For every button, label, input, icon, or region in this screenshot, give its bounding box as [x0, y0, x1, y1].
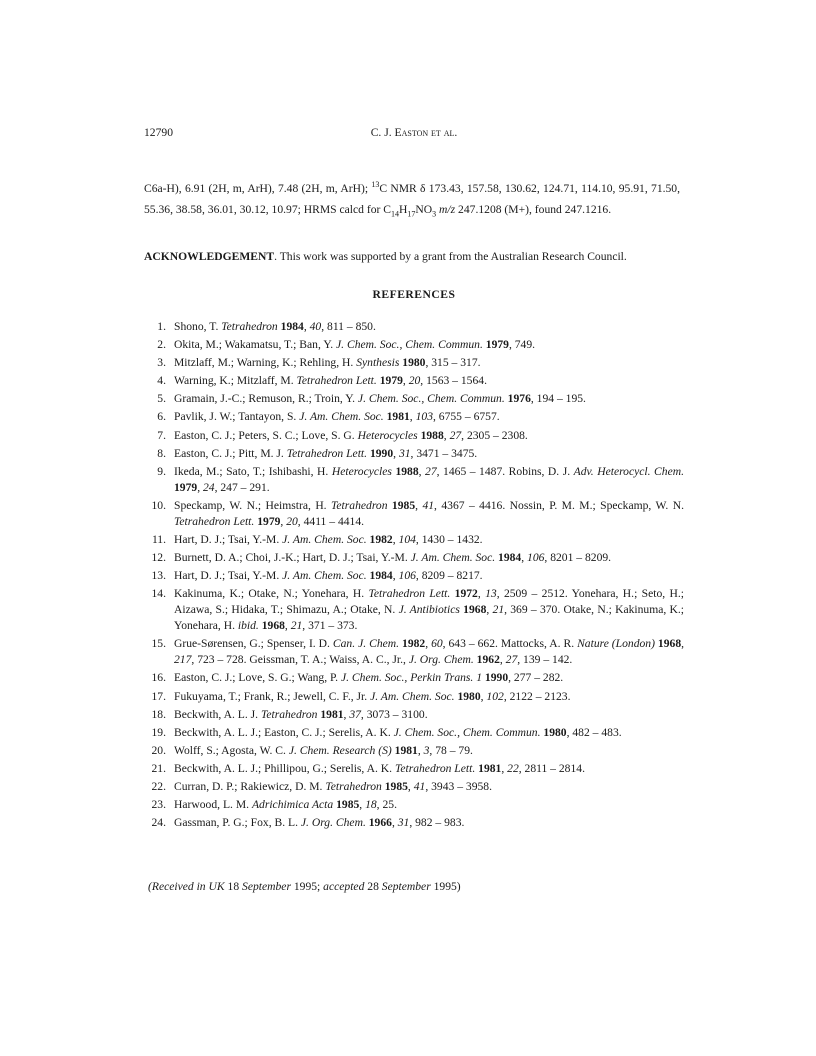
- reference-item: [144, 636, 684, 668]
- reference-year: 1990: [484, 671, 509, 685]
- reference-text: [174, 636, 684, 668]
- reference-year: 1979: [174, 480, 198, 494]
- reference-part: Hart, D. J.; Tsai, Y.-M.: [174, 569, 283, 583]
- reference-year: 1985: [384, 779, 408, 793]
- reference-italic: J. Am. Chem. Soc.: [299, 410, 384, 424]
- reference-number: 8.: [157, 446, 166, 460]
- reference-italic: 31: [397, 816, 410, 830]
- acknowledgement-text: This work was supported by a grant from the Australian Research Council.: [279, 250, 627, 263]
- reference-year: 1968: [261, 619, 285, 633]
- reference-part: , 315 – 317.: [425, 356, 481, 370]
- reference-item: [144, 428, 684, 444]
- reference-year: 1988: [395, 464, 419, 478]
- reference-item: [144, 689, 684, 705]
- reference-italic: J. Chem. Soc., Chem. Commun.: [336, 338, 483, 352]
- references-list: [144, 319, 684, 833]
- reference-italic: 22: [507, 761, 519, 775]
- reference-italic: J. Am. Chem. Soc.: [282, 532, 367, 546]
- reference-text: [174, 725, 684, 741]
- reference-number: 18.: [151, 707, 166, 721]
- reference-year: 1988: [420, 428, 444, 442]
- reference-italic: 31: [398, 446, 411, 460]
- reference-part: Easton, C. J.; Peters, S. C.; Love, S. G.: [174, 428, 358, 442]
- reference-text: [174, 670, 684, 686]
- reference-italic: J. Antibiotics: [398, 603, 460, 617]
- reference-italic: 106: [527, 551, 545, 565]
- acknowledgement-heading: ACKNOWLEDGEMENT: [144, 250, 275, 263]
- reference-item: [144, 391, 684, 407]
- reference-part: ,: [499, 653, 506, 667]
- accepted-label: accepted: [323, 880, 365, 893]
- reference-year: 1981: [320, 707, 344, 721]
- reference-part: ,: [393, 446, 399, 460]
- reference-italic: Tetrahedron: [325, 779, 382, 793]
- reference-italic: Tetrahedron Lett.: [296, 374, 377, 388]
- received-note: [148, 880, 461, 893]
- reference-part: , 1563 – 1564.: [420, 374, 487, 388]
- page-header: [144, 126, 684, 142]
- reference-part: Beckwith, A. L. J.; Phillipou, G.; Serelis, A. K.: [174, 761, 395, 775]
- reference-year: 1980: [543, 725, 567, 739]
- spectra-part: C6a-H), 6.91 (2H, m, ArH), 7.48 (2H, m, ArH);: [144, 182, 372, 195]
- reference-item: [144, 464, 684, 496]
- reference-item: [144, 815, 684, 831]
- reference-part: , 811 – 850.: [321, 320, 376, 333]
- reference-part: , 723 – 728. Geissman, T. A.; Waiss, A. C., Jr.,: [191, 653, 409, 667]
- reference-number: 20.: [151, 743, 166, 757]
- reference-number: 7.: [157, 428, 166, 442]
- reference-part: , 2509 – 2512. Yonehara, H.; Seto, H.; Aizawa, S.; Hidaka, T.; Shimazu, A.; Otake, N.: [174, 587, 685, 617]
- reference-part: , 749.: [508, 338, 536, 352]
- reference-year: 1984: [498, 551, 522, 565]
- reference-year: 1984: [280, 320, 304, 333]
- reference-text: [174, 319, 684, 335]
- reference-italic: Tetrahedron Lett.: [174, 514, 255, 528]
- reference-italic: 41: [422, 498, 435, 512]
- reference-italic: 106: [398, 569, 416, 583]
- reference-item: [144, 743, 684, 759]
- reference-part: Grue-Sørensen, G.; Spenser, I. D.: [174, 637, 333, 651]
- reference-part: Wolff, S.; Agosta, W. C.: [174, 743, 289, 757]
- reference-part: ,: [391, 816, 398, 830]
- reference-part: Pavlik, J. W.; Tantayon, S.: [174, 410, 300, 424]
- references-heading: REFERENCES: [372, 288, 456, 301]
- reference-item: [144, 586, 684, 634]
- reference-part: ,: [501, 761, 508, 775]
- reference-italic: J. Chem. Soc., Chem. Commun.: [357, 392, 505, 406]
- reference-text: [174, 743, 684, 759]
- reference-italic: 27: [425, 464, 437, 478]
- reference-part: , 1465 – 1487. Robins, D. J.: [436, 464, 574, 478]
- reference-part: , 277 – 282.: [508, 671, 564, 685]
- reference-year: 1968: [657, 637, 682, 651]
- reference-part: ,: [197, 480, 203, 494]
- reference-italic: J. Chem. Soc., Chem. Commun.: [393, 725, 541, 739]
- reference-part: ,: [417, 743, 424, 757]
- reference-item: [144, 373, 684, 389]
- received-month: September: [242, 880, 291, 893]
- reference-part: Easton, C. J.; Love, S. G.; Wang, P.: [174, 671, 341, 685]
- spectra-paragraph: [144, 179, 680, 221]
- reference-year: 1968: [463, 603, 487, 617]
- reference-part: , 371 – 373.: [302, 619, 358, 633]
- reference-text: [174, 779, 684, 795]
- reference-text: [174, 373, 684, 389]
- reference-italic: Can. J. Chem.: [332, 637, 400, 651]
- reference-item: [144, 532, 684, 548]
- reference-number: 4.: [157, 374, 166, 388]
- reference-number: 22.: [151, 779, 166, 793]
- reference-year: 1981: [386, 410, 410, 424]
- reference-part: ,: [343, 707, 350, 721]
- reference-part: Burnett, D. A.; Choi, J.-K.; Hart, D. J.; Tsai, Y.-M.: [174, 551, 411, 565]
- reference-italic: J. Org. Chem.: [300, 816, 366, 830]
- reference-part: Kakinuma, K.; Otake, N.; Yonehara, H.: [174, 587, 369, 601]
- reference-part: , 2305 – 2308.: [461, 428, 528, 442]
- reference-part: , 6755 – 6757.: [432, 410, 500, 424]
- reference-part: ,: [477, 587, 486, 601]
- reference-number: 13.: [151, 569, 166, 583]
- reference-part: Mitzlaff, M.; Warning, K.; Rehling, H.: [174, 356, 357, 370]
- mz-label: m/z: [439, 202, 456, 216]
- reference-part: , 4367 – 4416. Nossin, P. M. M.; Speckamp, W. N.: [434, 498, 685, 512]
- running-head: [144, 126, 684, 139]
- reference-italic: 20: [286, 514, 298, 528]
- reference-italic: Tetrahedron Lett.: [394, 761, 476, 775]
- reference-part: ,: [415, 498, 423, 512]
- reference-part: ,: [407, 779, 414, 793]
- reference-text: [174, 355, 684, 371]
- reference-text: [174, 409, 684, 425]
- reference-item: [144, 337, 684, 353]
- reference-italic: Heterocycles: [357, 428, 418, 442]
- reference-year: 1979: [257, 514, 281, 528]
- reference-item: [144, 409, 684, 425]
- spectra-part: 247.1208 (M+), found 247.1216.: [455, 202, 612, 216]
- reference-italic: 102: [486, 689, 504, 703]
- reference-italic: 40: [309, 320, 322, 333]
- reference-part: , 139 – 142.: [517, 653, 573, 667]
- reference-number: 16.: [151, 671, 166, 685]
- reference-part: , 982 – 983.: [409, 816, 465, 830]
- reference-part: Warning, K.; Mitzlaff, M.: [174, 374, 297, 388]
- reference-part: , 369 – 370. Otake, N.; Kakinuma, K.; Yonehara, H.: [174, 603, 685, 633]
- reference-part: ,: [392, 532, 399, 546]
- reference-year: 1976: [507, 392, 531, 406]
- reference-text: [174, 498, 684, 530]
- reference-item: [144, 779, 684, 795]
- reference-italic: Synthesis: [356, 356, 400, 370]
- reference-year: 1979: [485, 338, 509, 352]
- reference-item: [144, 355, 684, 371]
- received-label: (Received in UK: [148, 880, 225, 893]
- accepted-month: September: [381, 880, 431, 893]
- reference-italic: Tetrahedron: [331, 498, 388, 512]
- reference-part: , 2811 – 2814.: [518, 761, 585, 775]
- reference-part: , 247 – 291.: [214, 480, 270, 494]
- reference-part: , 3471 – 3475.: [410, 446, 478, 460]
- reference-text: [174, 761, 684, 777]
- reference-text: [174, 391, 684, 407]
- reference-part: ,: [443, 428, 450, 442]
- reference-part: , 25.: [376, 798, 397, 812]
- reference-part: ,: [480, 689, 487, 703]
- reference-year: 1981: [394, 743, 418, 757]
- reference-part: Speckamp, W. N.; Heimstra, H.: [174, 498, 332, 512]
- reference-number: 12.: [151, 551, 166, 565]
- reference-text: [174, 532, 684, 548]
- reference-text: [174, 550, 684, 566]
- reference-part: ,: [392, 569, 399, 583]
- reference-italic: 41: [413, 779, 426, 793]
- reference-year: 1980: [402, 356, 426, 370]
- reference-italic: 18: [365, 798, 377, 812]
- reference-year: 1962: [476, 653, 500, 667]
- reference-year: 1982: [369, 532, 393, 546]
- reference-italic: 27: [449, 428, 462, 442]
- reference-italic: 60: [431, 637, 443, 651]
- reference-italic: 3: [423, 743, 430, 757]
- reference-part: Gramain, J.-C.; Remuson, R.; Troin, Y.: [174, 392, 358, 406]
- reference-number: 10.: [151, 498, 166, 512]
- reference-italic: 27: [505, 653, 518, 667]
- reference-item: [144, 568, 684, 584]
- reference-item: [144, 446, 684, 462]
- reference-italic: 21: [290, 619, 303, 633]
- reference-number: 5.: [157, 392, 166, 406]
- reference-part: ,: [425, 637, 432, 651]
- reference-italic: Adv. Heterocycl. Chem.: [573, 464, 684, 478]
- reference-text: [174, 446, 684, 462]
- reference-text: [174, 568, 684, 584]
- reference-part: , 3073 – 3100.: [360, 707, 428, 721]
- reference-italic: Tetrahedron Lett.: [286, 446, 368, 460]
- reference-part: Okita, M.; Wakamatsu, T.; Ban, Y.: [174, 338, 337, 352]
- reference-italic: Tetrahedron Lett.: [368, 587, 451, 601]
- reference-part: , 482 – 483.: [566, 725, 622, 739]
- reference-part: , 8201 – 8209.: [544, 551, 612, 565]
- reference-italic: J. Am. Chem. Soc.: [370, 689, 455, 703]
- reference-italic: Nature (London): [577, 637, 655, 651]
- subscript: 14: [391, 209, 400, 219]
- reference-part: Gassman, P. G.; Fox, B. L.: [174, 816, 301, 830]
- reference-italic: 24: [202, 480, 215, 494]
- reference-part: ,: [359, 798, 366, 812]
- reference-italic: Heterocycles: [331, 464, 392, 478]
- reference-part: Harwood, L. M.: [174, 798, 252, 812]
- reference-part: , 4411 – 4414.: [297, 514, 365, 528]
- reference-year: 1982: [402, 637, 426, 651]
- reference-italic: Adrichimica Acta: [251, 798, 334, 812]
- reference-year: 1979: [379, 374, 403, 388]
- reference-italic: J. Org. Chem.: [408, 653, 474, 667]
- reference-part: ,: [681, 637, 685, 651]
- spectra-text: [144, 179, 680, 221]
- reference-part: Beckwith, A. L. J.: [174, 707, 261, 721]
- reference-italic: 217: [174, 653, 192, 667]
- reference-year: 1984: [369, 569, 393, 583]
- reference-italic: ibid.: [237, 619, 259, 633]
- reference-year: 1980: [457, 689, 481, 703]
- reference-part: ,: [409, 410, 416, 424]
- reference-item: [144, 319, 684, 335]
- reference-part: Shono, T.: [174, 320, 222, 333]
- reference-italic: 13: [485, 587, 497, 601]
- reference-text: [174, 464, 684, 496]
- running-head-text: C. J. Easton et al.: [370, 126, 458, 139]
- reference-year: 1981: [478, 761, 502, 775]
- reference-number: 11.: [151, 532, 166, 546]
- reference-part: , 1430 – 1432.: [415, 532, 483, 546]
- reference-number: 24.: [151, 816, 166, 830]
- reference-part: , 3943 – 3958.: [425, 779, 492, 793]
- reference-number: 15.: [151, 637, 166, 651]
- reference-number: 19.: [151, 725, 166, 739]
- reference-italic: Tetrahedron: [221, 320, 278, 333]
- reference-number: 21.: [151, 761, 166, 775]
- reference-text: [174, 815, 684, 831]
- reference-item: [144, 725, 684, 741]
- reference-text: [174, 337, 684, 353]
- reference-number: 3.: [157, 356, 166, 370]
- reference-part: ,: [486, 603, 493, 617]
- reference-text: [174, 586, 684, 634]
- spectra-part: NO: [415, 202, 433, 216]
- reference-part: ,: [303, 320, 310, 333]
- reference-number: 2.: [157, 338, 166, 352]
- reference-year: 1985: [336, 798, 360, 812]
- reference-italic: Tetrahedron: [260, 707, 318, 721]
- reference-number: 23.: [151, 798, 166, 812]
- reference-year: 1966: [368, 816, 392, 830]
- spectra-part: H: [399, 202, 408, 216]
- reference-item: [144, 550, 684, 566]
- reference-text: [174, 428, 684, 444]
- superscript-13: 13: [371, 180, 380, 190]
- reference-number: 9.: [157, 464, 166, 478]
- accepted-year: 1995): [430, 880, 461, 893]
- reference-text: [174, 797, 684, 813]
- subscript: 3: [432, 209, 437, 219]
- page-number: 12790: [144, 126, 173, 139]
- reference-italic: 20: [408, 374, 421, 388]
- reference-part: Hart, D. J.; Tsai, Y.-M.: [174, 532, 283, 546]
- reference-number: 14.: [151, 587, 166, 601]
- reference-part: Ikeda, M.; Sato, T.; Ishibashi, H.: [174, 464, 332, 478]
- reference-part: ,: [521, 551, 528, 565]
- reference-number: 17.: [151, 689, 166, 703]
- subscript: 17: [407, 209, 416, 219]
- reference-italic: 104: [398, 532, 416, 546]
- reference-year: 1990: [369, 446, 394, 460]
- reference-part: Fukuyama, T.; Frank, R.; Jewell, C. F., Jr.: [174, 689, 371, 703]
- reference-part: , 78 – 79.: [429, 743, 473, 757]
- reference-year: 1985: [391, 498, 416, 512]
- reference-item: [144, 797, 684, 813]
- reference-part: , 8209 – 8217.: [415, 569, 483, 583]
- reference-italic: J. Chem. Research (S): [288, 743, 392, 757]
- reference-part: ,: [280, 514, 287, 528]
- spectra-part: C NMR δ 173.43, 157.58, 130.62, 124.71, 114.10, 95.91, 71.50, 55.36, 38.58, 36.01, 30.12, 10.97; HRMS calcd for C: [144, 182, 681, 216]
- reference-text: [174, 689, 684, 705]
- reference-number: 1.: [157, 320, 166, 333]
- reference-part: , 643 – 662. Mattocks, A. R.: [442, 637, 578, 651]
- reference-number: 6.: [157, 410, 166, 424]
- reference-part: Easton, C. J.; Pitt, M. J.: [174, 446, 287, 460]
- reference-item: [144, 707, 684, 723]
- accepted-day: 28: [364, 880, 382, 893]
- reference-year: 1972: [454, 587, 478, 601]
- reference-part: Beckwith, A. L. J.; Easton, C. J.; Serelis, A. K.: [174, 725, 394, 739]
- reference-part: ,: [402, 374, 409, 388]
- reference-part: , 2122 – 2123.: [503, 689, 571, 703]
- reference-item: [144, 670, 684, 686]
- reference-italic: J. Am. Chem. Soc.: [282, 569, 367, 583]
- reference-italic: J. Am. Chem. Soc.: [410, 551, 496, 565]
- reference-item: [144, 761, 684, 777]
- reference-part: Curran, D. P.; Rakiewicz, D. M.: [174, 779, 326, 793]
- reference-italic: 103: [415, 410, 433, 424]
- received-day: 18: [224, 880, 243, 893]
- reference-part: ,: [284, 619, 291, 633]
- reference-italic: J. Chem. Soc., Perkin Trans. 1: [340, 671, 483, 685]
- acknowledgement: ACKNOWLEDGEMENT. This work was supported by a grant from the Australian Research Council.: [144, 250, 627, 263]
- reference-part: ,: [418, 464, 426, 478]
- reference-item: [144, 498, 684, 530]
- received-year: 1995;: [290, 880, 324, 893]
- reference-text: [174, 707, 684, 723]
- reference-italic: 21: [492, 603, 505, 617]
- reference-italic: 37: [349, 707, 361, 721]
- reference-part: , 194 – 195.: [530, 392, 586, 406]
